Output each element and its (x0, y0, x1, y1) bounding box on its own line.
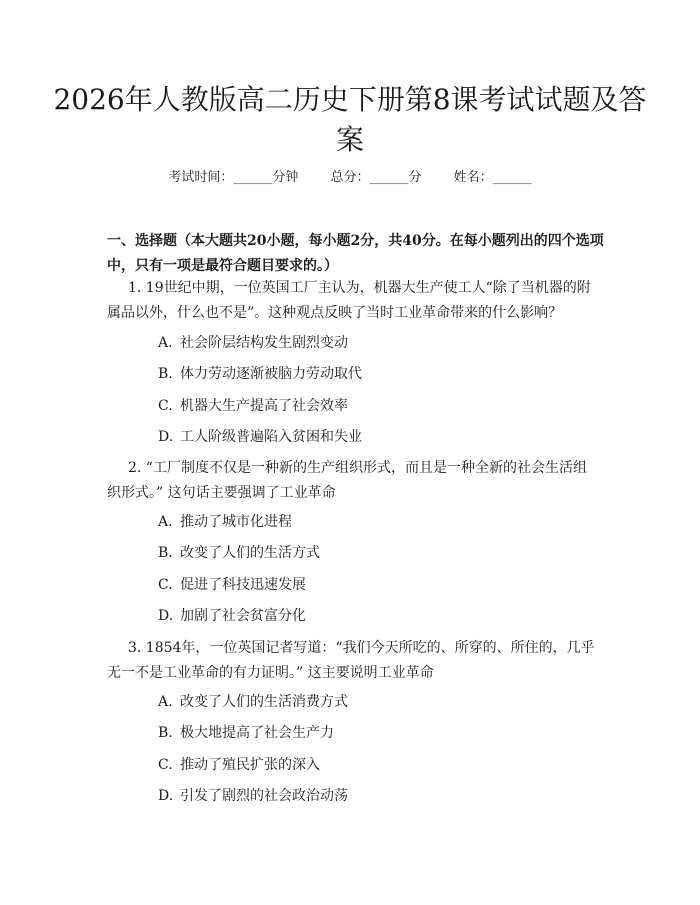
option-2c: C. 促进了科技迅速发展 (158, 577, 306, 593)
option-2d: D. 加剧了社会贫富分化 (158, 608, 306, 624)
section-heading: 一、选择题（本大题共20小题，每小题2分，共40分。在每小题列出的四个选项中，只有一项是最符合题目要求的。） (107, 233, 604, 274)
exam-score: 总分：______分 (330, 170, 422, 185)
option-3c: C. 推动了殖民扩张的深入 (158, 757, 320, 773)
question-1: 1. 19世纪中期，一位英国工厂主认为，机器大生产使工人“除了当机器的附属品以外，什么也不是”。这种观点反映了当时工业革命带来的什么影响？ (107, 280, 591, 321)
document-title: 2026年人教版高二历史下册第8课考试试题及答案 (53, 83, 647, 156)
option-3a: A. 改变了人们的生活消费方式 (158, 694, 348, 710)
exam-meta (0, 169, 700, 187)
exam-name: 姓名：______ (453, 170, 532, 185)
option-1b: B. 体力劳动逐渐被脑力劳动取代 (158, 366, 362, 382)
option-2b: B. 改变了人们的生活方式 (158, 545, 320, 561)
option-3b: B. 极大地提高了社会生产力 (158, 725, 334, 741)
option-1a: A. 社会阶层结构发生剧烈变动 (158, 335, 348, 351)
option-1d: D. 工人阶级普遍陷入贫困和失业 (158, 429, 362, 445)
question-2: 2. “工厂制度不仅是一种新的生产组织形式，而且是一种全新的社会生活组织形式。” 这句话主要强调了工业革命 (107, 460, 587, 501)
option-1c: C. 机器大生产提高了社会效率 (158, 398, 348, 414)
option-3d: D. 引发了剧烈的社会政治动荡 (158, 788, 348, 804)
option-2a: A. 推动了城市化进程 (158, 514, 292, 530)
question-3: 3. 1854年，一位英国记者写道：“我们今天所吃的、所穿的、所住的，几乎无一不是工业革命的有力证明。” 这主要说明工业革命 (107, 640, 595, 681)
exam-time: 考试时间：______分钟 (168, 170, 299, 185)
